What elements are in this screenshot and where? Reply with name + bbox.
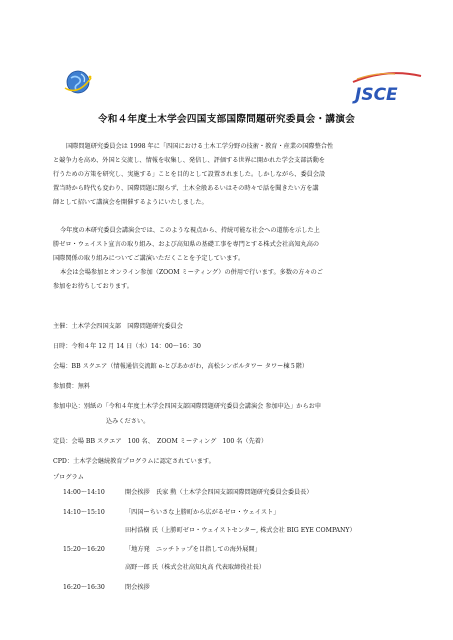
jsce-logo [347, 70, 425, 106]
fee-text: 参加費：無料 [53, 383, 91, 390]
schedule-event: 高野一郎 氏（株式会社高知丸高 代表取締役社長） [125, 564, 266, 571]
schedule-time: 14:00～14:10 [63, 489, 105, 496]
lecture-line: 勝ゼロ・ウェイスト宣言の取り組み、および高知県の基礎工事を専門とする株式会社高知丸高の [53, 241, 320, 248]
intro-paragraph [53, 140, 403, 210]
schedule-event: 「地方発 ニッチトップを目指しての海外展開」 [125, 546, 261, 553]
intro-line: と競争力を高め、外国と交流し、情報を収集し、発信し、評価する世界に開かれた学会支部活動を [53, 157, 325, 164]
lecture-line: 今年度の本研究委員会講演会では、このような視点から、持続可能な社会への道筋を示した上 [60, 227, 320, 234]
intro-line: 行うための方策を研究し、実施する」ことを目的として設置されました。しかしながら、委員会設 [53, 171, 326, 178]
cpd-text: CPD：土木学会継続教育プログラムに認定されています。 [53, 458, 215, 465]
datetime-text: 日時：令和４年 12 月 14 日（水）14：00～16：30 [53, 343, 201, 350]
schedule-event: 田村浩樹 氏（上勝町ゼロ・ウェイストセンター, 株式会社 BIG EYE COMPANY） [125, 527, 356, 534]
intro-line: 国際問題研究委員会は 1998 年に「四国における土木工学分野の技術・教育・産業の国際整合性 [66, 143, 334, 150]
apply-text-continued: 込みください。 [106, 418, 150, 425]
capacity-text: 定員：会場 BB スクエア 100 名、 ZOOM ミーティング 100 名（先着） [53, 438, 268, 445]
venue-text: 会場：BB スクエア（情報通信交流館 e-とぴあかがわ，高松シンボルタワー タワー棟５階） [53, 363, 309, 370]
lecture-paragraph [53, 224, 403, 266]
schedule-time: 16:20～16:30 [63, 584, 105, 591]
schedule-event: 閉会挨拶 [125, 584, 150, 591]
schedule-event: 開会挨拶 氏家 勲（土木学会四国支部国際問題研究委員会委員長） [125, 489, 313, 496]
participation-paragraph [53, 266, 403, 294]
intro-line: 置当時から時代も変わり、国際問題に限らず、土木全般あるいはその時々で話を聞きたい方を講 [53, 185, 319, 192]
lecture-line: 国際関係の取り組みについてご講演いただくことを予定しています。 [53, 255, 245, 262]
schedule-time: 15:20～16:20 [63, 546, 105, 553]
schedule-event: 「四国ーちいさな上勝町から広がるゼロ・ウェイスト」 [125, 509, 280, 516]
apply-text: 参加申込：別紙の「令和４年度土木学会四国支部国際問題研究委員会講演会 参加申込」からお申 [53, 403, 322, 410]
schedule-time: 14:10～15:10 [63, 509, 105, 516]
intro-line: 師として招いて講演会を開催するようにいたしました。 [53, 199, 208, 206]
participation-line: 参加をお待ちしております。 [53, 283, 133, 290]
organizer-text: 主催：土木学会四国支部 国際問題研究委員会 [53, 323, 183, 330]
program-heading: プログラム [53, 474, 84, 481]
participation-line: 本会は会場参加とオンライン参加（ZOOM ミーティング）の併用で行います。多数の方々のご [60, 269, 323, 276]
page-title: 令和４年度土木学会四国支部国際問題研究委員会・講演会 [97, 114, 356, 125]
jsce-logo-text: JSCE [355, 85, 398, 105]
globe-swoosh-icon [62, 66, 94, 98]
